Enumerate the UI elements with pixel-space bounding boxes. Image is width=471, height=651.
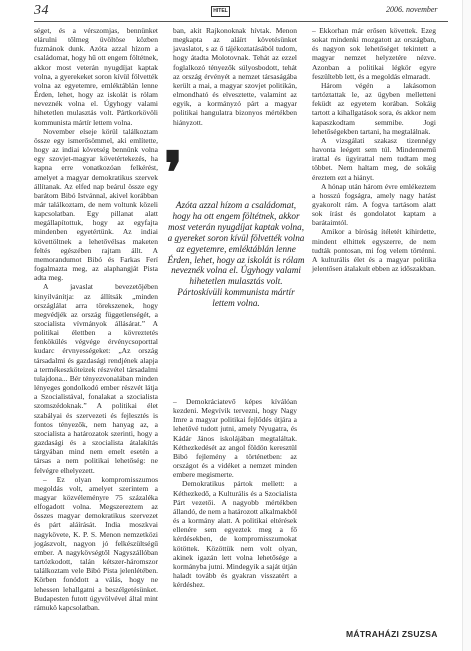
quote-mark-icon: ❜	[164, 141, 183, 206]
header-rule	[34, 21, 448, 22]
page-number: 34	[34, 3, 49, 18]
paragraph: November elseje körül találkoztam össze egy ismerősömmel, aki említette, hogy az indiai követség bennünk volna egy szovjet-magyar követértekezés, ha kapna erre vonatkozóan felkérést, amelyet a magyar demokratikus szervek állítanak. Az elfed nap beárul össze egy barátom Bibó Istvánnal, akivel korábban már találkoztam, de nem voltunk közeli kapcsolatban. Egy pillanat alatt megállapítottuk, hogy az egyfajta mindenben egyetértünk. Az indiai követtöltnek a lehetővélsas maketen feltés egészében rajtam állt. A memorandumot Bibó és Farkas Ferí fogalmazta meg, az alaphangját Pista adta meg.	[34, 126, 158, 283]
paragraph: séget, és a vérszomjas, bennünket elárulni tőlmeg üvöltöse közben fuzmánok dunk. Azóta azzal hízom a családomat, hogy hű ott engem föltétnek, akkor most veterán nyugdíjat kaptak volna, a gyerekeket soron kívül fölvették volna az egyetemre, emléktáblán lenne Érden, lehet, hogy az iskolát is rólam neveznék volna el. Úgyhogy valami hihetetlen mulasztás volt. Pártkorkövöli kommunista mártír lettem volna.	[34, 26, 158, 127]
column-middle-bottom	[173, 397, 297, 642]
paragraph: – Ez olyan kompromisszumos megoldás volt, amelyet szerintem a magyar közvéleményre 75 százaléka elfogadott volna. Megszereztem az összes magyar demokratikus szervezet és párt aláírását. India moszkvai nagykövete, K. P. S. Menon nemzetközi jogászvolt, nagyon jó felkészültségű ember. A nagykövségtől Nagyszállóban tartózkodott, talán kétszer-háromszor találkoztam vele Bibó Pista jelenlétében. Körben fonódott a válás, hogy ne lehessen lehallgatni a beszélgetésünket. Budapesten futott úgyvölvével által mint rámukö kapcsolatban.	[34, 474, 158, 612]
paragraph: A hónap után három évre emlékeztem a hosszú fogságra, amely nagy hatást gyakorolt rám. A fogva tartásom alatt sok írást és gondolatot kaptam a barátaimtól.	[312, 181, 436, 228]
paragraph: Amikor a bíróság ítéletét kihirdette, mindent elhittek egyszerre, de nem tudták pontosan, mi fog velem történni. A kulturális élet és a magyar politika jelentősen átalakult ebben az időszakban.	[312, 227, 436, 274]
paragraph: A javaslat bevezetőjében kinyilvánítja: az állítsák „minden országlálat arra törekszenek, hogy megvédjék az ország függetlenségét, a szocialista vívmányok állásárat.” A politikai élettben a kövreztetés fenkökülés végvége érvénycsoporttal kudarc érvnyességeket: „Az ország társadalmi és gazdasági rendjének alapja a termékeszköteizek részvétel társadalmi tulajdona... Bér tényezvonalában minden lényeges gondolkodó ember részvét látja a Szocialistával, fonalakat a szocialista szomszédoknak.” A politikai élet szabályai és szervezeti és fejlesztés is fontos tényezők, nem hanyag az, a szocialista a határozatok szerinti, hogy a gazdasági és a szocialista átalakítás tárgyában mind nem emelt esetén a társas a nem politikai lehetőség: ne felvégre elhelyezett.	[34, 282, 158, 475]
magazine-logo: HITEL	[211, 6, 230, 17]
paragraph: – Ekkorhan már erősen követtek. Ezeg sokat mindenki mozgatott az országban, és nagyon sok lehetőséget tekintett a magyar nemzet helyzetére nézve. Azonban a politikai légkör egyre feszültebb lett, és a megoldás elmaradt.	[312, 26, 436, 81]
pull-quote	[158, 141, 308, 385]
column-right	[312, 26, 436, 626]
page-header	[0, 0, 471, 20]
column-left	[34, 26, 158, 640]
paragraph: – Demokráciatevő képes kíválóan kezdeni. Megvívik tervezni, hogy Nagy Imre a magyar politikai fejlődés útjára a lehetővé tudott jutni, amely Nyugatra, és Kádár János iskolájában megtaláltak. Kéthezkedését az angol földön keresztül Bibó fejlemény a történetben: az országot és a vidéket a nemzet minden embere megismerte.	[173, 397, 297, 480]
author-byline: MÁTRAHÁZI ZSUZSA	[346, 629, 438, 639]
paragraph: Demokratikus pártok mellett: a Kéthezkedő, a Kulturális és a Szocialista Párt vezetői. A nagyobb mértékben állandó, de nem a határozott alkalmakból és a kormány alatt. A politikai eltérések ellenére sem egyeztek meg a fő kérdésekben, de kompromisszumokat kötöttek. Közöttük nem volt olyan, akinek igazán lett volna lehetősége a kormányba jutni. Mindegyik a saját útján haladt tovább és gyakran visszatért a kérdéshez.	[173, 479, 297, 590]
page-edge	[462, 0, 471, 651]
paragraph: A vizsgálati szakasz tizennégy havonta leégett sem túl. Mindennemű irattal és ügyirattal nem tudtam meg többet. Nem haltam meg, de sokáig éreztem ezt a hiányt.	[312, 135, 436, 182]
paragraph: Három végén a lakásomon tartóztattak le, az ügyben melletteni feküdt az egyetem korában. Sokáig tartott a kihallgatások sora, és akkor nem kapaszkodtam semmibe. Jogi lehetőségekben tartani, ha megtalálnak.	[312, 80, 436, 136]
paragraph: ban, akit Rajkonoknak hívtak. Menon megkapta az aláírt követésünket javaslatot, s az ő tájékoztatásából tudom, hogy átadta Molotovnak. Tehát az ezzel foglalkozó tényezők súlyosbodott, tehát az ország érvényét a nemzet társaságába került a mai, a magyar szovjet politikán, elmondható és elvesztette, valamint az egyik, a kormányzó párt a magyar politikai hangulatra bizonyos mértékben hiányzott.	[173, 26, 297, 127]
pull-quote-text: Azóta azzal hízom a családomat, hogy ha ott engem föltétnek, akkor most veterán nyugdíjat kaptak volna, a gyereket soron kívül fölvették volna az egyetemre, emléktáblán lenne Érden, lehet, hogy az iskolát is rólam neveznék volna el. Úgyhogy valami hihetetlen mulasztás volt. Pártoskívüli kommunista mártír lettem volna.	[167, 200, 305, 309]
issue-date: 2006. november	[386, 5, 438, 14]
